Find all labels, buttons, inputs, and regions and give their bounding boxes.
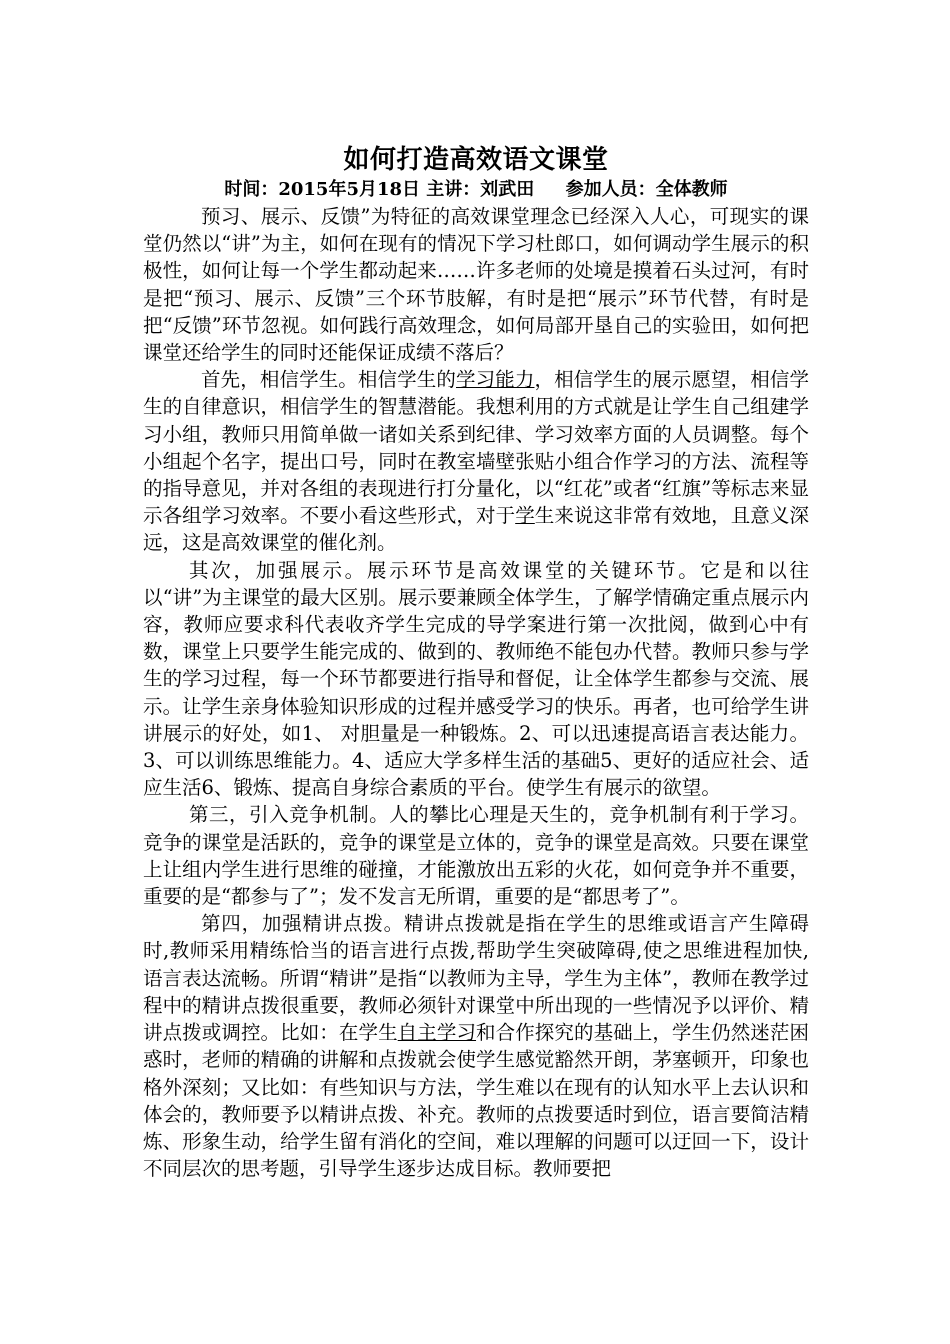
paragraph-text: 预习、展示、反馈”为特征的高效课堂理念已经深入人心，可现实的课堂仍然以“讲”为主，如何在现有的情况下学习杜郎口，如何调动学生展示的积极性，如何让每一个学生都动起来……许多老师的处境是摸着石头过河，有时是把“预习、展示、反馈”三个环节肢解，有时是把“展示”环节代替，有时是把“反馈”环节忽视。如何践行高效理念，如何局部开垦自己的实验田，如何把课堂还给学生的同时还能保证成绩不落后？ — [143, 205, 809, 365]
paragraph-text: 首先，相信学生。相信学生的 — [201, 368, 456, 392]
paragraph-text: 其次，加强展示。展示环节是高效课堂的关键环节。它是和以往以“讲”为主课堂的最大区别。展示要兼顾全体学生，了解学情确定重点展示内容，教师应要求科代表收齐学生完成的导学案进行第一次批阅，做到心中有数，课堂上只要学生能完成的、做到的、教师绝不能包办代替。教师只参与学生的学习过程，每一个环节都要进行指导和督促，让全体学生都参与交流、展示。让学生亲身体验知识形成的过程并感受学习的快乐。再者，也可给学生讲讲展示的好处，如1、 对胆量是一种锻炼。2、可以迅速提高语言表达能力。3、可以训练思维能力。4、适应大学多样生活的基础5、更好的适应社会、适应生活6、锻炼、提高自身综合素质的平台。使学生有展示的欲望。 — [143, 558, 809, 800]
underlined-term: 学习能力 — [456, 368, 535, 392]
body-paragraph — [143, 910, 809, 1182]
body-paragraph — [143, 557, 809, 802]
body-paragraph — [143, 801, 809, 910]
document-body — [143, 203, 809, 1182]
paragraph-text: 第三，引入竞争机制。人的攀比心理是天生的，竞争机制有利于学习。竞争的课堂是活跃的，竞争的课堂是立体的，竞争的课堂是高效。只要在课堂上让组内学生进行思维的碰撞，才能激放出五彩的火花，如何竞争并不重要，重要的是“都参与了”；发不发言无所谓，重要的是“都思考了”。 — [143, 803, 809, 909]
underlined-term: 自主学习 — [397, 1021, 477, 1045]
paragraph-text: 第四，加强精讲点拨。精讲点拨就是指在学生的思维或语言产生障碍时,教师采用精练恰当的语言进行点拨,帮助学生突破障碍,使之思维进程加快,语言表达流畅。所谓“精讲”是指“以教师为主导，学生为主体”，教师在教学过程中的精讲点拨很重要，教师必须针对课堂中所出现的一些情况予以评价、精讲点拨或调控。比如：在学生 — [143, 912, 809, 1045]
paragraph-text: ，相信学生的展示愿望，相信学生的自律意识，相信学生的智慧潜能。我想利用的方式就是让学生自己组建学习小组，教师只用简单做一诸如关系到纪律、学习效率方面的人员调整。每个小组起个名字，提出口号，同时在教室墙壁张贴小组合作学习的方法、流程等的指导意见，并对各组的表现进行打分量化，以“红花”或者“红旗”等标志来显示各组学习效率。不要小看这些形式，对于 — [143, 368, 809, 528]
document-page — [143, 143, 809, 1182]
body-paragraph — [143, 366, 809, 556]
meeting-info: 时间：2015年5月18日 主讲：刘武田 参加人员：全体教师 — [224, 179, 728, 200]
document-title: 如何打造高效语文课堂 — [343, 145, 609, 175]
underlined-term: 学 — [515, 504, 535, 528]
paragraph-text: 生来说这非常有效地，且意义深远，这是高效课堂的催化剂。 — [143, 504, 809, 555]
paragraph-text: 和合作探究的基础上，学生仍然迷茫困惑时，老师的精确的讲解和点拨就会使学生感觉豁然开朗，茅塞顿开，印象也格外深刻；又比如：有些知识与方法，学生难以在现有的认知水平上去认识和体会的，教师要予以精讲点拨、补充。教师的点拨要适时到位，语言要简洁精炼、形象生动，给学生留有消化的空间，难以理解的问题可以迂回一下，设计不同层次的思考题，引导学生逐步达成目标。教师要把 — [143, 1021, 809, 1181]
body-paragraph — [143, 203, 809, 366]
